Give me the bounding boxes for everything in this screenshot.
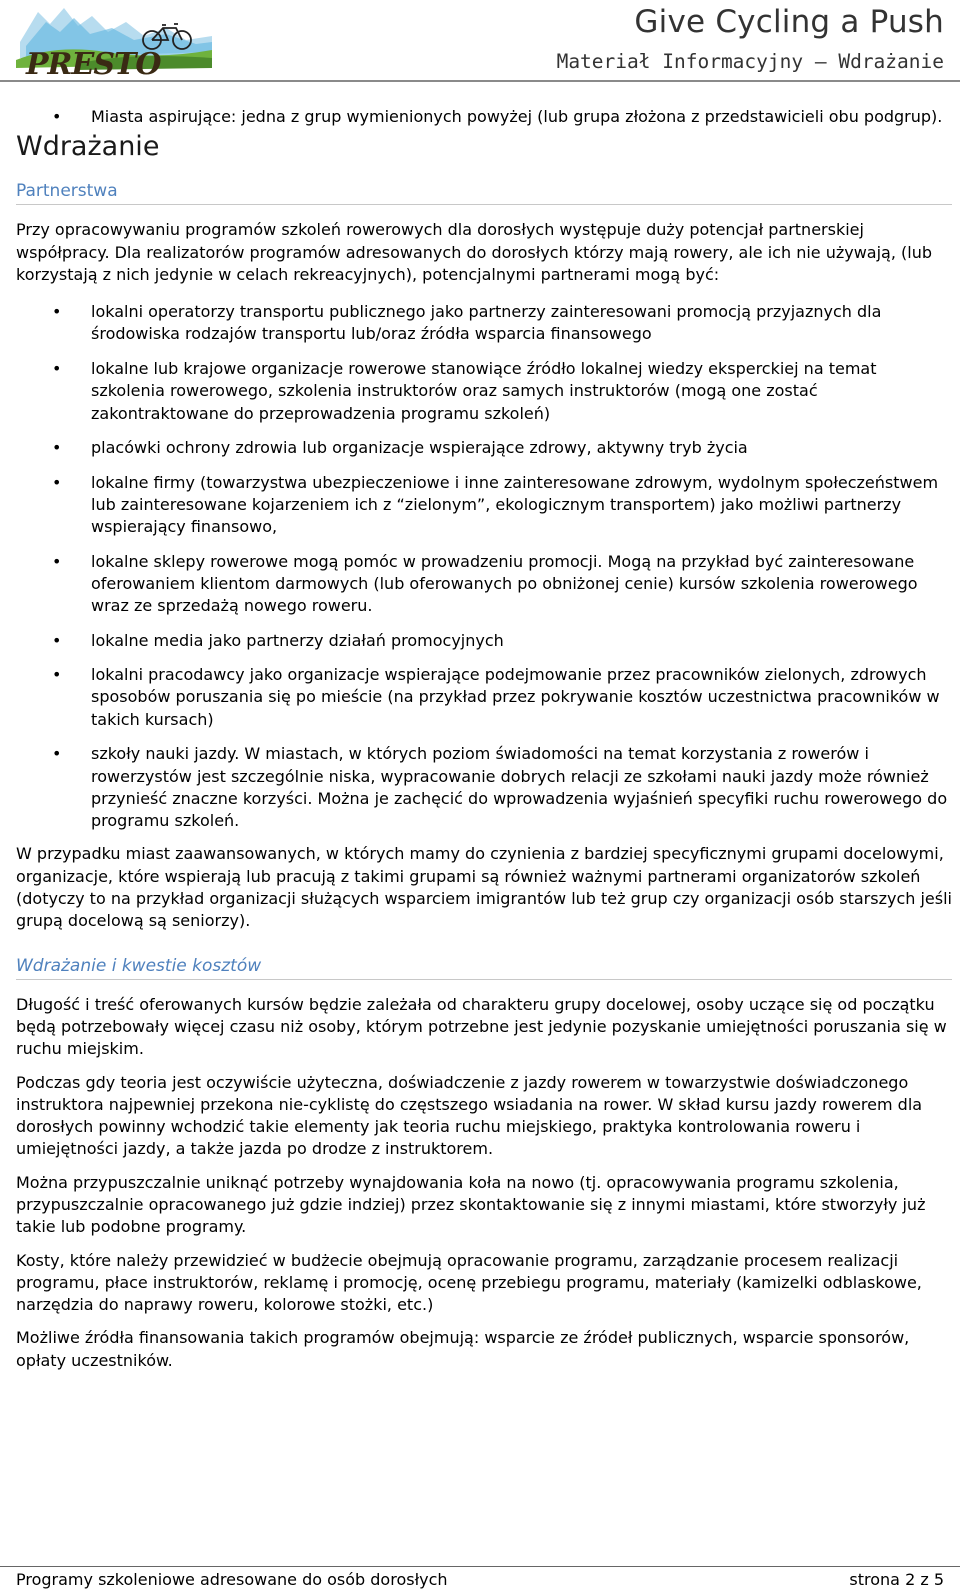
bullet-icon: •	[52, 302, 62, 322]
list-item	[16, 630, 952, 652]
presto-logo	[16, 2, 216, 78]
document-body	[16, 106, 952, 1372]
document-subtitle: Materiał Informacyjny – Wdrażanie	[556, 50, 944, 73]
list-item	[16, 664, 952, 731]
list-item-text: lokalni operatorzy transportu publicznego jako partnerzy zainteresowani promocją przyjaznych dla środowiska rodzajów transportu lub/oraz źródła wsparcia finansowego	[91, 302, 882, 344]
list-item	[16, 743, 952, 832]
list-item-text: placówki ochrony zdrowia lub organizacje wspierające zdrowy, aktywny tryb życia	[91, 438, 748, 458]
list-item-text: lokalne sklepy rowerowe mogą pomóc w prowadzeniu promocji. Mogą na przykład być zainteresowane oferowaniem klientom darmowych (lub oferowanych po obniżonej cenie) kursów szkolenia rowerowego wraz ze sprzedażą nowego roweru.	[91, 551, 918, 616]
page-header	[0, 0, 960, 82]
list-item	[16, 551, 952, 618]
paragraph: Kosty, które należy przewidzieć w budżecie obejmują opracowanie programu, zarządzanie procesem realizacji programu, płace instruktorów, reklamę i promocję, ocenę przebiegu programu, materiały (kamizelki odblaskowe, narzędzia do naprawy roweru, kolorowe stożki, etc.)	[16, 1250, 922, 1315]
bullet-icon: •	[52, 551, 62, 571]
list-item-text: Miasta aspirujące: jedna z grup wymienionych powyżej (lub grupa złożona z przedstawicieli obu podgrup).	[91, 107, 943, 126]
list-item	[16, 437, 952, 459]
paragraph: Przy opracowywaniu programów szkoleń rowerowych dla dorosłych występuje duży potencjał partnerskiej współpracy. Dla realizatorów programów adresowanych do dorosłych którzy mają rowery, ale ich nie używają, (lub korzystają z nich jedynie w celach rekreacyjnych), potencjalnymi partnerami mogą być:	[16, 220, 933, 284]
list-item	[16, 106, 952, 128]
list-item-text: lokalne lub krajowe organizacje rowerowe stanowiące źródło lokalnej wiedzy eksperckiej na temat szkolenia rowerowego, szkolenia instruktorów oraz samych instruktorów (mogą one zostać zakontraktowane do przeprowadzenia programu szkoleń)	[91, 358, 877, 423]
footer-title: Programy szkoleniowe adresowane do osób dorosłych	[16, 1570, 448, 1589]
section-title: Wdrażanie	[16, 131, 160, 163]
list-item	[16, 358, 952, 425]
intro-list	[16, 106, 952, 128]
paragraph: Długość i treść oferowanych kursów będzie zależała od charakteru grupy docelowej, osoby uczące się od początku będą potrzebowały więcej czasu niż osoby, którym potrzebne jest jedynie pozyskanie umiejętności poruszania się w ruchu miejskim.	[16, 994, 947, 1059]
list-item	[16, 472, 952, 539]
header-divider	[0, 80, 960, 82]
list-item-text: szkoły nauki jazdy. W miastach, w których poziom świadomości na temat korzystania z rowerów i rowerzystów jest szczególnie niska, wypracowanie dobrych relacji ze szkołami nauki jazdy może również przynieść znaczne korzyści. Można je zachęcić do wprowadzenia wyjaśnień specyfiki ruchu rowerowego do programu szkoleń.	[91, 744, 948, 831]
subsection-heading-partnerships: Partnerstwa	[16, 180, 952, 205]
bullet-icon: •	[52, 744, 62, 764]
paragraph: W przypadku miast zaawansowanych, w których mamy do czynienia z bardziej specyficznymi grupami docelowymi, organizacje, które wspierają lub pracują z takimi grupami są również ważnymi partnerami organizatorów szkoleń (dotyczy to na przykład organizacji służących wsparciem imigrantów lub też grup czy organizacji osób starszych jeśli grupą docelową są seniorzy).	[16, 844, 952, 931]
list-item-text: lokalni pracodawcy jako organizacje wspierające podejmowanie przez pracowników zielonych, zdrowych sposobów poruszania się po mieście (na przykład przez pokrywanie kosztów uczestnictwa pracowników w takich kursach)	[91, 665, 940, 729]
bullet-icon: •	[52, 358, 62, 378]
svg-text:PRESTO: PRESTO	[26, 47, 161, 78]
bullet-icon: •	[52, 630, 62, 650]
list-item-text: lokalne media jako partnerzy działań promocyjnych	[91, 630, 504, 650]
paragraph: Podczas gdy teoria jest oczywiście użyteczna, doświadczenie z jazdy rowerem w towarzystwie doświadczonego instruktora najpewniej przekona nie-cyklistę do częstszego wsiadania na rower. W skład kursu jazdy rowerem dla dorosłych powinny wchodzić takie elementy jak teoria ruchu miejskiego, praktyka kontrolowania roweru i umiejętności jazdy, a także jazda po drodze z instruktorem.	[16, 1072, 923, 1159]
page-number: strona 2 z 5	[849, 1570, 944, 1589]
bullet-icon: •	[52, 107, 62, 126]
bullet-icon: •	[52, 472, 62, 492]
subsection-heading-costs: Wdrażanie i kwestie kosztów	[16, 955, 952, 980]
paragraph: Można przypuszczalnie uniknąć potrzeby wynajdowania koła na nowo (tj. opracowywania programu szkolenia, przypuszczalnie opracowanego już gdzie indziej) przez skontaktowanie się z innymi miastami, które stworzyły już takie lub podobne programy.	[16, 1172, 926, 1237]
brand-title: Give Cycling a Push	[634, 4, 944, 40]
bullet-icon: •	[52, 665, 62, 685]
footer-divider	[0, 1566, 960, 1567]
paragraph: Możliwe źródła finansowania takich programów obejmują: wsparcie ze źródeł publicznych, wsparcie sponsorów, opłaty uczestników.	[16, 1328, 910, 1370]
list-item	[16, 301, 952, 346]
bullet-icon: •	[52, 438, 62, 458]
partners-list	[16, 301, 952, 832]
list-item-text: lokalne firmy (towarzystwa ubezpieczeniowe i inne zainteresowane zdrowym, wydolnym społeczeństwem lub zainteresowane kojarzeniem ich z “zielonym”, ekologicznym transportem) jako możliwi partnerzy wspierający finansowo,	[91, 472, 939, 537]
